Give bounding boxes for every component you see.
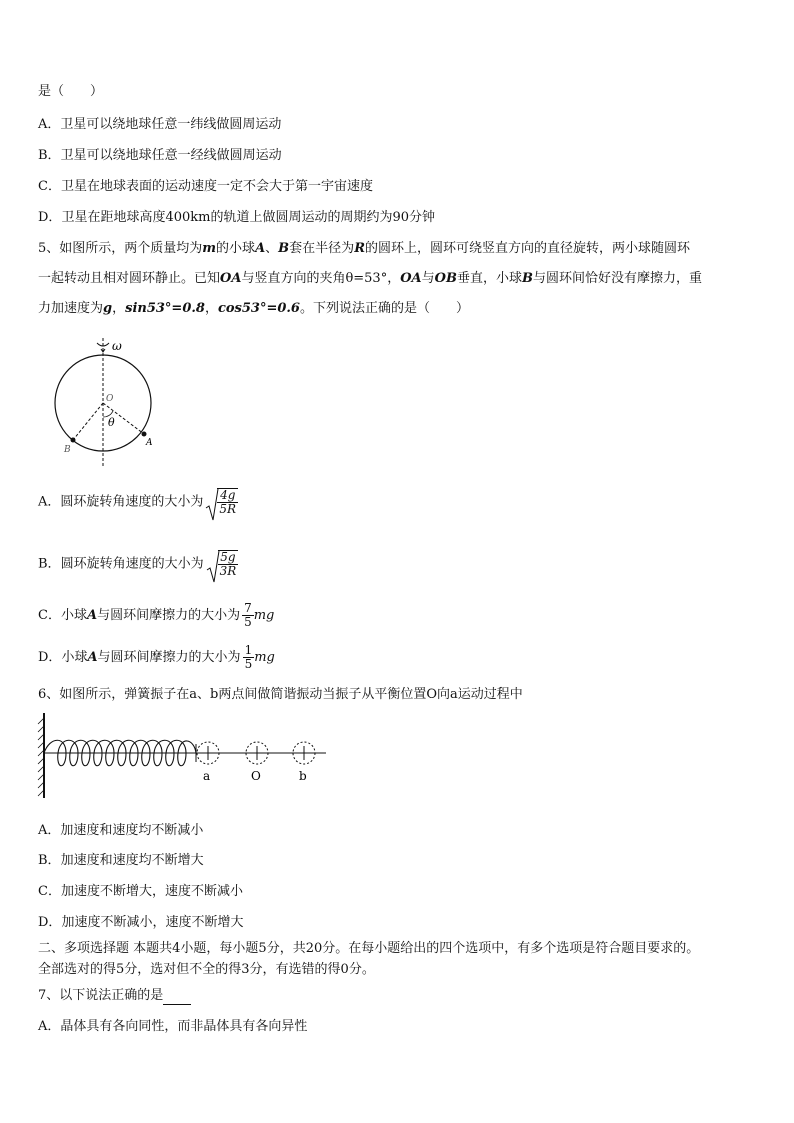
q4-stem-end: 是（ ） — [38, 84, 104, 99]
answer-blank — [163, 992, 191, 1005]
omega-label: ω — [112, 339, 122, 353]
ball-a — [142, 432, 147, 437]
ball-b-label: B — [64, 445, 71, 455]
section-2-title: 二、多项选择题 — [38, 941, 130, 956]
sqrt-expression: $\frac{5g}{3R}$ — [206, 550, 239, 578]
q4-option-a: A．卫星可以绕地球任意一纬线做圆周运动 — [38, 117, 282, 132]
q5-stem-line2: 一起转动且相对圆环静止。已知OA与竖直方向的夹角θ=53°，OA与OB垂直，小球B与圆环间恰好没有摩擦力，重 — [38, 271, 702, 286]
section-2-desc: 全部选对的得5分，选对但不全的得3分，有选错的得0分。 — [38, 962, 375, 977]
q6-option-d: D．加速度不断减小，速度不断增大 — [38, 915, 244, 930]
q4-option-c: C．卫星在地球表面的运动速度一定不会大于第一宇宙速度 — [38, 179, 373, 194]
q5-option-c: C．小球A与圆环间摩擦力的大小为 $\frac{7}{5}$ mg — [38, 601, 275, 629]
ball-a-label: A — [146, 438, 153, 448]
q5-option-d: D．小球A与圆环间摩擦力的大小为 $\frac{1}{5}$ mg — [38, 643, 275, 671]
center-o-label: O — [106, 394, 114, 404]
label-b: b — [299, 769, 307, 783]
q4-option-b: B．卫星可以绕地球任意一经线做圆周运动 — [38, 148, 282, 163]
q7-stem: 7、以下说法正确的是 — [38, 987, 191, 1005]
label-o: O — [251, 769, 261, 783]
q5-stem-line1: 5、如图所示，两个质量均为m的小球A、B套在半径为R的圆环上，圆环可绕竖直方向的直径旋转，两小球随圆环 — [38, 241, 691, 256]
q6-option-c: C．加速度不断增大，速度不断减小 — [38, 884, 243, 899]
ball-b — [71, 438, 76, 443]
q6-stem: 6、如图所示，弹簧振子在a、b两点间做简谐振动当振子从平衡位置O向a运动过程中 — [38, 687, 523, 702]
theta-label: θ — [108, 416, 115, 429]
section-2-header: 二、多项选择题 本题共4小题，每小题5分，共20分。在每小题给出的四个选项中，有多个选项是符合题目要求的。 — [38, 941, 700, 956]
q5-stem-line3: 力加速度为g，sin53°=0.8，cos53°=0.6。下列说法正确的是（ ） — [38, 301, 469, 316]
spring-oscillator-diagram — [36, 708, 331, 800]
q4-option-d: D．卫星在距地球高度400km的轨道上做圆周运动的周期约为90分钟 — [38, 210, 435, 225]
q5-option-a: A．圆环旋转角速度的大小为 $\frac{4g}{5R}$ — [38, 488, 238, 516]
q5-option-b: B．圆环旋转角速度的大小为 $\frac{5g}{3R}$ — [38, 550, 238, 578]
q7-option-a: A．晶体具有各向同性，而非晶体具有各向异性 — [38, 1019, 308, 1034]
q6-option-b: B．加速度和速度均不断增大 — [38, 853, 204, 868]
q6-option-a: A．加速度和速度均不断减小 — [38, 823, 204, 838]
label-a: a — [203, 769, 211, 783]
sqrt-expression: $\frac{4g}{5R}$ — [205, 488, 238, 516]
ring-diagram — [48, 333, 168, 468]
